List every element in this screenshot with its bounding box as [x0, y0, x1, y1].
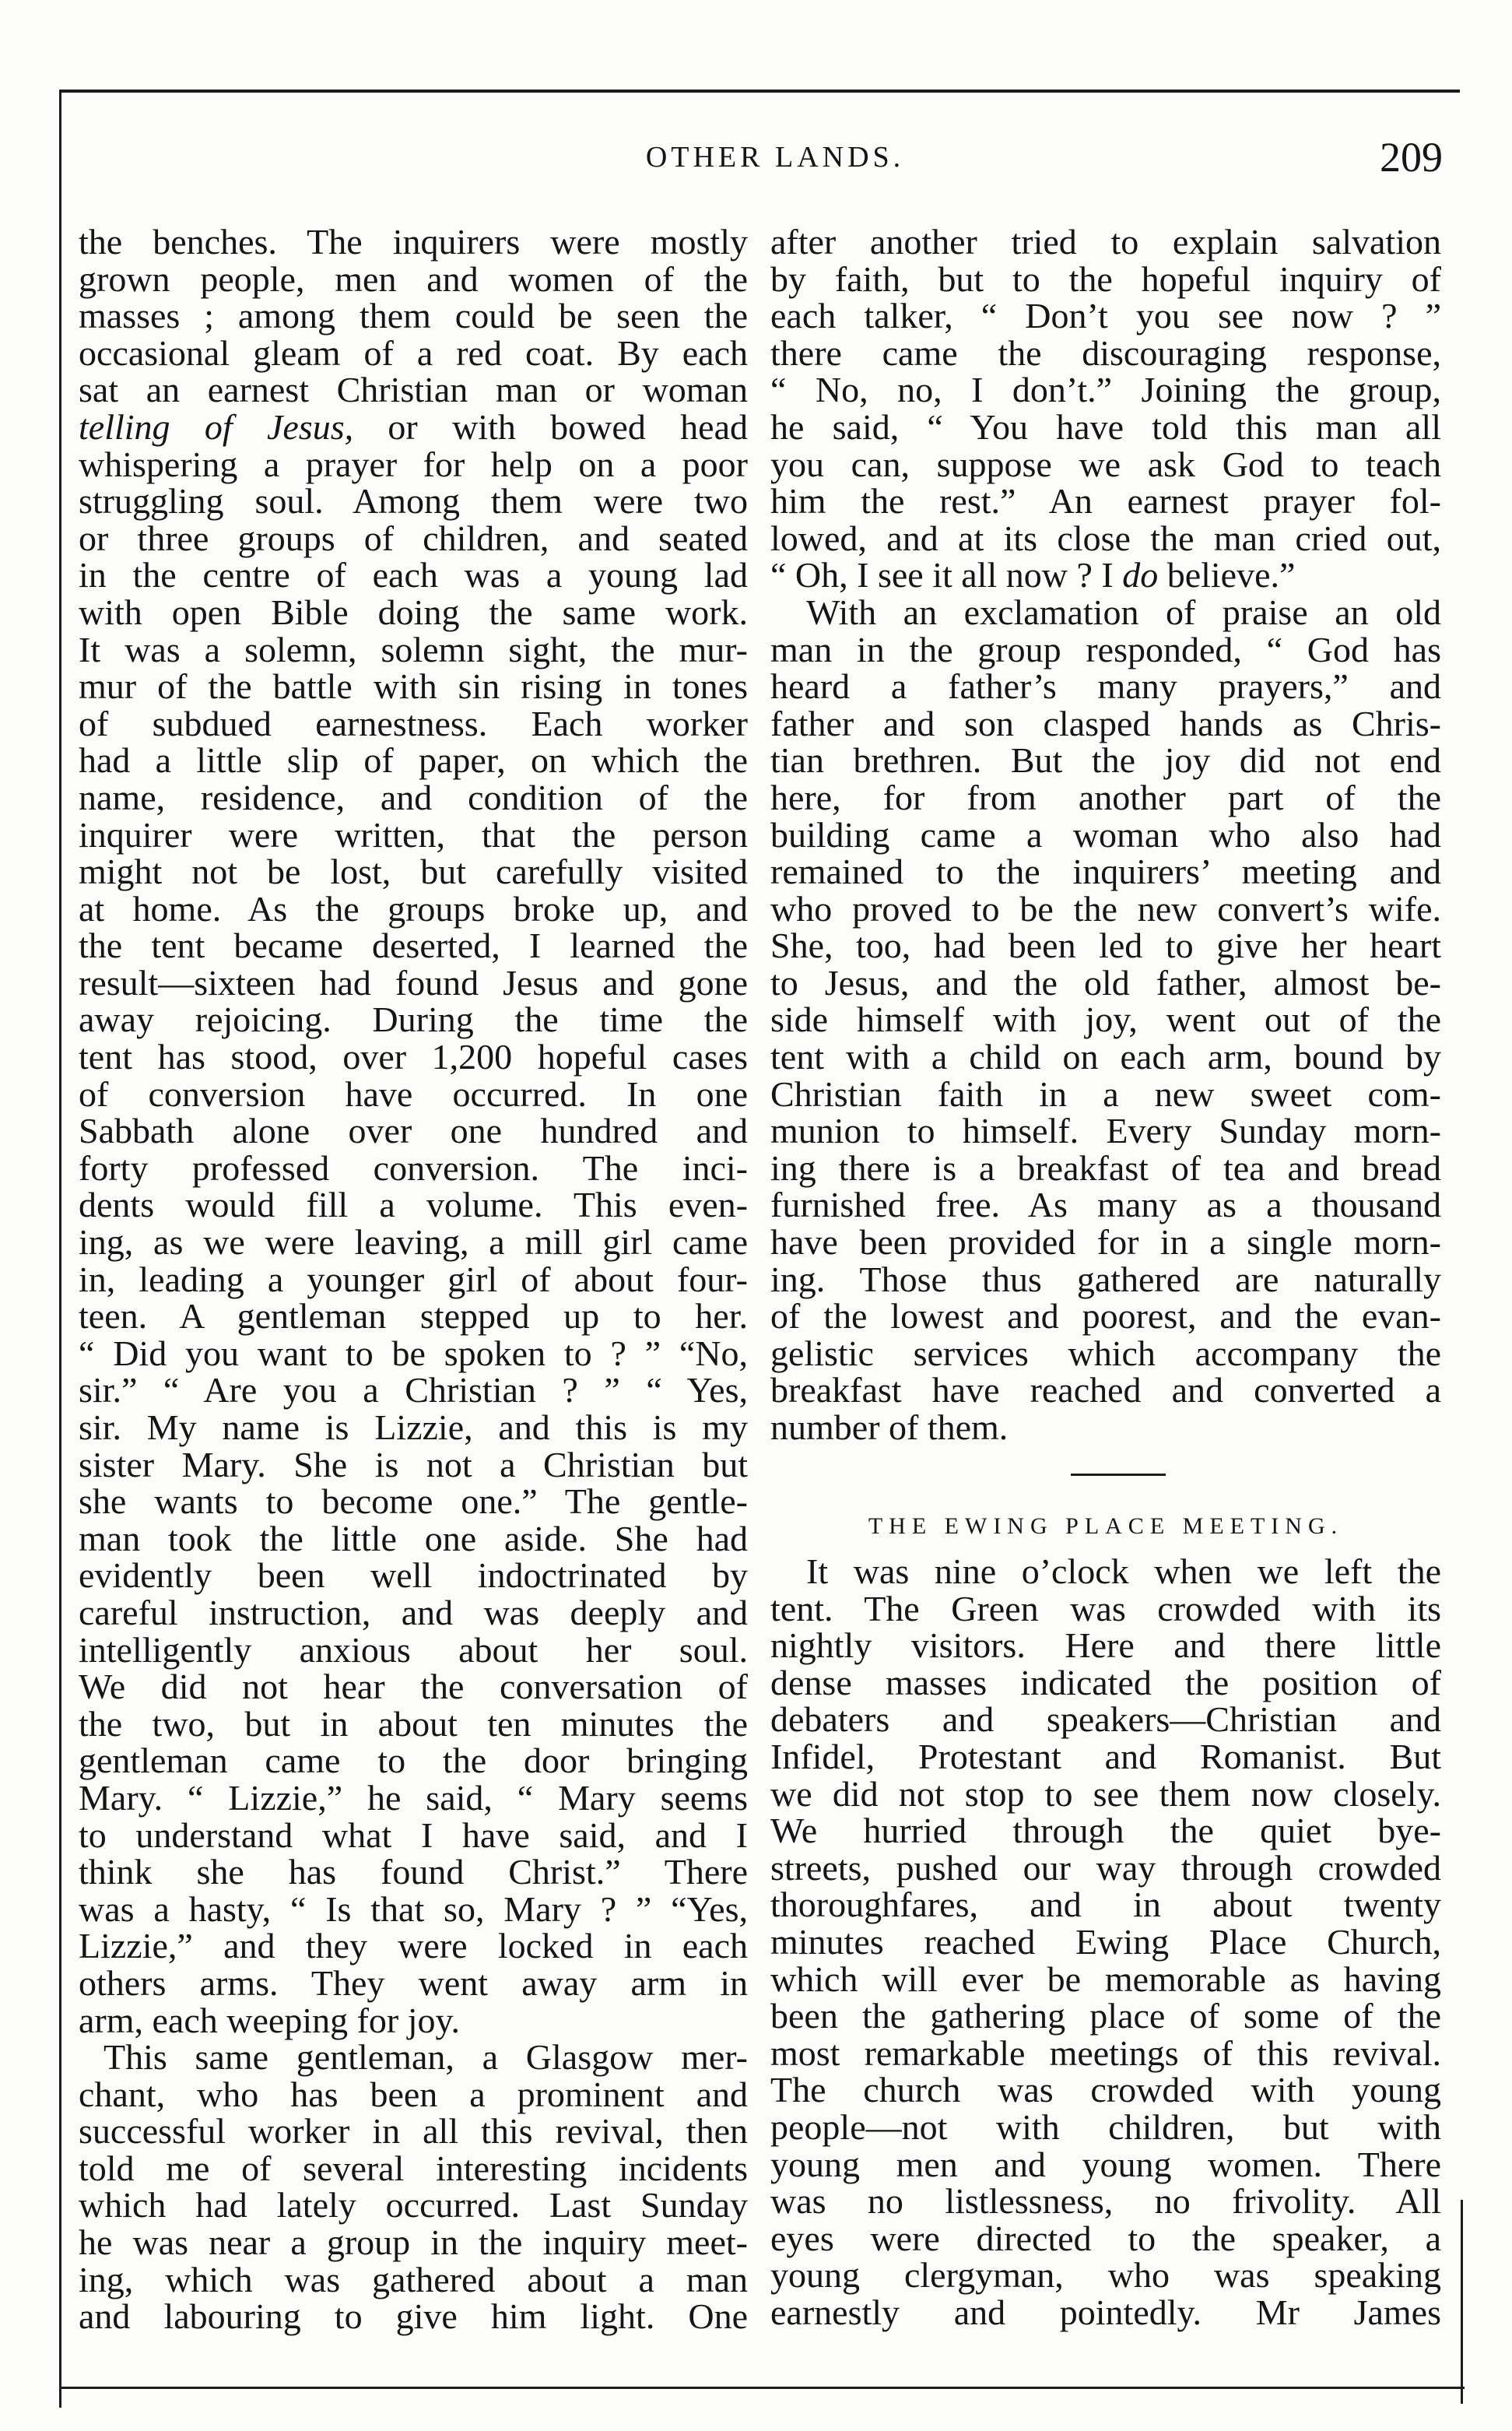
- text-run: “ Oh, I see it all now ? I: [770, 555, 1123, 595]
- text-line: we did not stop to see them now closely.: [770, 1773, 1441, 1814]
- text-line: ing. Those thus gathered are naturally: [770, 1259, 1441, 1299]
- paragraph: [79, 2039, 748, 2335]
- text-line: furnished free. As many as a thousand: [770, 1185, 1441, 1225]
- text-run: believe.”: [1158, 555, 1296, 595]
- paragraph: [79, 223, 748, 2039]
- text-line: lowed, and at its close the man cried out,: [770, 518, 1441, 558]
- text-line: grown people, men and women of the: [79, 258, 748, 299]
- text-line: mur of the battle with sin rising in tones: [79, 666, 748, 707]
- text-line: which had lately occurred. Last Sunday: [79, 2185, 748, 2225]
- text-line: of the lowest and poorest, and the evan-: [770, 1296, 1441, 1337]
- text-line: you can, suppose we ask God to teach: [770, 444, 1441, 484]
- text-line: This same gentleman, a Glasgow mer-: [103, 2037, 748, 2078]
- text-line: the benches. The inquirers were mostly: [79, 222, 748, 262]
- text-line: he was near a group in the inquiry meet-: [79, 2222, 748, 2263]
- text-line: result—sixteen had found Jesus and gone: [79, 962, 748, 1003]
- text-line: munion to himself. Every Sunday morn-: [770, 1111, 1441, 1151]
- text-line: With an exclamation of praise an old: [806, 592, 1441, 632]
- text-line: inquirer were written, that the person: [79, 814, 748, 855]
- text-line: most remarkable meetings of this revival.: [770, 2032, 1441, 2073]
- text-line: was a hasty, “ Is that so, Mary ? ” “Yes,: [79, 1888, 748, 1929]
- text-line: others arms. They went away arm in: [79, 1962, 748, 2003]
- text-line: dense masses indicated the position of: [770, 1662, 1441, 1702]
- text-line: have been provided for in a single morn-: [770, 1222, 1441, 1263]
- text-line: young men and young women. There: [770, 2144, 1441, 2184]
- text-line: She, too, had been led to give her heart: [770, 926, 1441, 966]
- page-bottom-rule: [60, 2387, 1465, 2389]
- text-line: Christian faith in a new sweet com-: [770, 1073, 1441, 1114]
- text-line: Infidel, Protestant and Romanist. But: [770, 1736, 1441, 1776]
- text-line: thoroughfares, and in about twenty: [770, 1885, 1441, 1925]
- text-line: eyes were directed to the speaker, a: [770, 2218, 1441, 2258]
- text-line: which will ever be memorable as having: [770, 1959, 1441, 1999]
- paragraph: [770, 223, 1441, 594]
- text-line: chant, who has been a prominent and: [79, 2074, 748, 2114]
- text-line: [770, 557, 1441, 594]
- text-line: to understand what I have said, and I: [79, 1814, 748, 1855]
- text-line: of subdued earnestness. Each worker: [79, 703, 748, 743]
- text-line: remained to the inquirers’ meeting and: [770, 852, 1441, 892]
- text-line: streets, pushed our way through crowded: [770, 1847, 1441, 1888]
- text-line: minutes reached Ewing Place Church,: [770, 1921, 1441, 1962]
- text-line: careful instruction, and was deeply and: [79, 1592, 748, 1632]
- text-line: sir. My name is Lizzie, and this is my: [79, 1407, 748, 1447]
- italic-text: do: [1122, 555, 1159, 595]
- text-line: had a little slip of paper, on which the: [79, 740, 748, 781]
- text-line: Lizzie,” and they were locked in each: [79, 1926, 748, 1966]
- text-line: in the centre of each was a young lad: [79, 555, 748, 595]
- italic-text: telling of Jesus,: [79, 406, 354, 447]
- text-line: tent with a child on each arm, bound by: [770, 1037, 1441, 1077]
- section-heading: THE EWING PLACE MEETING.: [868, 1513, 1344, 1539]
- text-line: ing, as we were leaving, a mill girl came: [79, 1222, 748, 1263]
- section-body: [770, 1553, 1441, 2331]
- text-line: breakfast have reached and converted a: [770, 1370, 1441, 1410]
- text-line: dents would fill a volume. This even-: [79, 1185, 748, 1225]
- text-line: nightly visitors. Here and there little: [770, 1625, 1441, 1666]
- left-column: [79, 223, 748, 2335]
- text-line: man in the group responded, “ God has: [770, 629, 1441, 669]
- text-line: he said, “ You have told this man all: [770, 406, 1441, 447]
- paragraph: [770, 594, 1441, 1446]
- text-line: him the rest.” An earnest prayer fol-: [770, 481, 1441, 522]
- text-line: earnestly and pointedly. Mr James: [770, 2292, 1441, 2332]
- page-number: 209: [1380, 134, 1443, 181]
- text-line: masses ; among them could be seen the: [79, 296, 748, 336]
- text-line: “ Did you want to be spoken to ? ” “No,: [79, 1333, 748, 1373]
- text-line: arm, each weeping for joy.: [79, 2000, 461, 2040]
- page-top-rule: [60, 90, 1460, 93]
- text-line: tent has stood, over 1,200 hopeful cases: [79, 1037, 748, 1077]
- text-line: was no listlessness, no frivolity. All: [770, 2181, 1441, 2222]
- text-line: been the gathering place of some of the: [770, 1996, 1441, 2036]
- text-line: each talker, “ Don’t you see now ? ”: [770, 296, 1441, 336]
- text-line: debaters and speakers—Christian and: [770, 1699, 1441, 1740]
- text-line: to Jesus, and the old father, almost be-: [770, 962, 1441, 1003]
- text-line: forty professed conversion. The inci-: [79, 1147, 748, 1188]
- text-line: side himself with joy, went out of the: [770, 999, 1441, 1040]
- text-line: “ No, no, I don’t.” Joining the group,: [770, 370, 1441, 410]
- text-line: at home. As the groups broke up, and: [79, 888, 748, 929]
- text-line: she wants to become one.” The gentle-: [79, 1481, 748, 1522]
- text-line: struggling soul. Among them were two: [79, 481, 748, 522]
- text-line: the tent became deserted, I learned the: [79, 926, 748, 966]
- text-line: occasional gleam of a red coat. By each: [79, 332, 748, 373]
- right-column: [770, 223, 1441, 1446]
- text-line: after another tried to explain salvation: [770, 222, 1441, 262]
- text-line: there came the discouraging response,: [770, 332, 1441, 373]
- text-run: or with bowed head: [353, 406, 748, 447]
- text-line: sat an earnest Christian man or woman: [79, 370, 748, 410]
- text-line: successful worker in all this revival, then: [79, 2111, 748, 2152]
- text-line: name, residence, and condition of the: [79, 777, 748, 817]
- text-line: who proved to be the new convert’s wife.: [770, 888, 1441, 929]
- text-line: It was nine o’clock when we left the: [806, 1551, 1441, 1591]
- text-line: sister Mary. She is not a Christian but: [79, 1444, 748, 1484]
- text-line: the two, but in about ten minutes the: [79, 1703, 748, 1744]
- text-line: might not be lost, but carefully visited: [79, 852, 748, 892]
- text-line: tent. The Green was crowded with its: [770, 1588, 1441, 1628]
- text-line: or three groups of children, and seated: [79, 518, 748, 558]
- text-line: told me of several interesting incidents: [79, 2148, 748, 2188]
- text-line: We hurried through the quiet bye-: [770, 1811, 1441, 1851]
- text-line: It was a solemn, solemn sight, the mur-: [79, 629, 748, 669]
- text-line: gentleman came to the door bringing: [79, 1741, 748, 1781]
- text-line: in, leading a younger girl of about four-: [79, 1259, 748, 1299]
- text-line: building came a woman who also had: [770, 814, 1441, 855]
- text-line: young clergyman, who was speaking: [770, 2255, 1441, 2296]
- text-line: The church was crowded with young: [770, 2070, 1441, 2110]
- text-line: think she has found Christ.” There: [79, 1852, 748, 1892]
- text-line: man took the little one aside. She had: [79, 1518, 748, 1558]
- page-left-border: [59, 90, 61, 2408]
- text-line: here, for from another part of the: [770, 777, 1441, 817]
- page-right-border-fragment: [1461, 2200, 1463, 2404]
- text-line: teen. A gentleman stepped up to her.: [79, 1296, 748, 1337]
- text-line: by faith, but to the hopeful inquiry of: [770, 258, 1441, 299]
- paragraph: [770, 1553, 1441, 2331]
- text-line: intelligently anxious about her soul.: [79, 1629, 748, 1670]
- running-head: OTHER LANDS.: [645, 141, 905, 174]
- text-line: with open Bible doing the same work.: [79, 592, 748, 632]
- text-line: and labouring to give him light. One: [79, 2296, 748, 2337]
- text-line: of conversion have occurred. In one: [79, 1073, 748, 1114]
- text-line: We did not hear the conversation of: [79, 1667, 748, 1707]
- text-line: sir.” “ Are you a Christian ? ” “ Yes,: [79, 1370, 748, 1410]
- text-line: ing, which was gathered about a man: [79, 2259, 748, 2299]
- text-line: ing there is a breakfast of tea and bread: [770, 1147, 1441, 1188]
- text-line: evidently been well indoctrinated by: [79, 1555, 748, 1596]
- text-line: gelistic services which accompany the: [770, 1333, 1441, 1373]
- text-line: tian brethren. But the joy did not end: [770, 740, 1441, 781]
- text-line: [79, 406, 748, 447]
- text-line: Sabbath alone over one hundred and: [79, 1111, 748, 1151]
- section-divider-rule: [1071, 1474, 1166, 1476]
- text-line: heard a father’s many prayers,” and: [770, 666, 1441, 707]
- text-line: whispering a prayer for help on a poor: [79, 444, 748, 484]
- text-line: away rejoicing. During the time the: [79, 999, 748, 1040]
- text-line: number of them.: [770, 1407, 1009, 1447]
- text-line: Mary. “ Lizzie,” he said, “ Mary seems: [79, 1777, 748, 1818]
- text-line: people—not with children, but with: [770, 2106, 1441, 2147]
- text-line: father and son clasped hands as Chris-: [770, 703, 1441, 743]
